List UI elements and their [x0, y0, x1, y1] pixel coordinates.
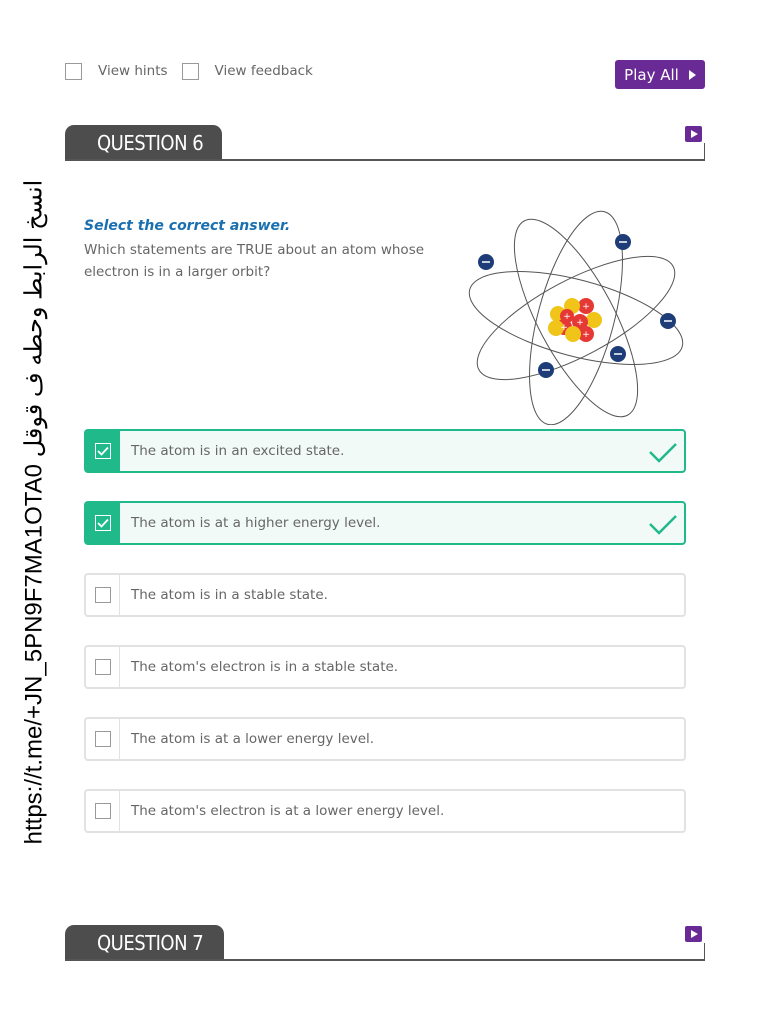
option-checkbox-checked[interactable]: [95, 443, 111, 459]
play-icon: [691, 130, 698, 138]
header-divider-edge: [704, 943, 705, 961]
correct-check-icon: [648, 513, 678, 535]
header-divider: [65, 159, 705, 161]
question-instruction: Select the correct answer.: [84, 218, 291, 234]
view-feedback-label: View feedback: [214, 63, 313, 79]
view-feedback-toggle[interactable]: [182, 63, 313, 80]
check-icon: [97, 518, 109, 528]
question-title: QUESTION 7: [65, 925, 224, 961]
play-all-button[interactable]: [615, 60, 705, 89]
top-toolbar: [65, 61, 327, 81]
question-audio-play-button[interactable]: [685, 126, 702, 142]
answer-option-5[interactable]: [84, 717, 686, 761]
play-icon: [691, 930, 698, 938]
answer-option-2[interactable]: [84, 501, 686, 545]
option-checkbox[interactable]: [95, 659, 111, 675]
svg-text:+: +: [576, 318, 584, 328]
option-text: The atom is at a higher energy level.: [131, 515, 381, 531]
header-divider-edge: [704, 143, 705, 161]
option-checkbox[interactable]: [95, 731, 111, 747]
option-text: The atom is at a lower energy level.: [131, 731, 375, 747]
option-text: The atom is in an excited state.: [131, 443, 345, 459]
option-checkbox[interactable]: [95, 803, 111, 819]
watermark-text: https://t.me/+JN_5PN9F7MA1OTA0 انسخ الرابط وحطه ف قوقل: [20, 179, 48, 845]
option-text: The atom's electron is in a stable state.: [131, 659, 399, 675]
play-icon: [689, 70, 696, 80]
question-7-header: [65, 925, 705, 961]
answer-option-1[interactable]: [84, 429, 686, 473]
view-hints-toggle[interactable]: [65, 63, 168, 80]
svg-text:+: +: [582, 330, 590, 340]
option-text: The atom is in a stable state.: [131, 587, 328, 603]
option-checkbox-cell[interactable]: [86, 647, 120, 687]
view-hints-checkbox[interactable]: [65, 63, 82, 80]
answer-option-4[interactable]: [84, 645, 686, 689]
question-title: QUESTION 6: [65, 125, 222, 161]
play-all-label: Play All: [624, 65, 679, 84]
svg-text:+: +: [560, 323, 568, 333]
question-audio-play-button[interactable]: [685, 926, 702, 942]
option-text: The atom's electron is at a lower energy level.: [131, 803, 445, 819]
option-checkbox-cell[interactable]: [86, 719, 120, 759]
option-checkbox-cell[interactable]: [86, 431, 120, 471]
atom-diagram: [462, 210, 690, 425]
view-hints-label: View hints: [98, 63, 168, 79]
svg-text:+: +: [582, 302, 590, 312]
option-checkbox-cell[interactable]: [86, 575, 120, 615]
svg-text:+: +: [563, 312, 571, 322]
correct-check-icon: [648, 441, 678, 463]
view-feedback-checkbox[interactable]: [182, 63, 199, 80]
question-prompt: Which statements are TRUE about an atom whose electron is in a larger orbit?: [84, 242, 425, 280]
option-checkbox-checked[interactable]: [95, 515, 111, 531]
question-6-header: [65, 125, 705, 161]
check-icon: [97, 446, 109, 456]
option-checkbox-cell[interactable]: [86, 503, 120, 543]
option-checkbox-cell[interactable]: [86, 791, 120, 831]
header-divider: [65, 959, 705, 961]
answer-option-3[interactable]: [84, 573, 686, 617]
answer-option-6[interactable]: [84, 789, 686, 833]
option-checkbox[interactable]: [95, 587, 111, 603]
